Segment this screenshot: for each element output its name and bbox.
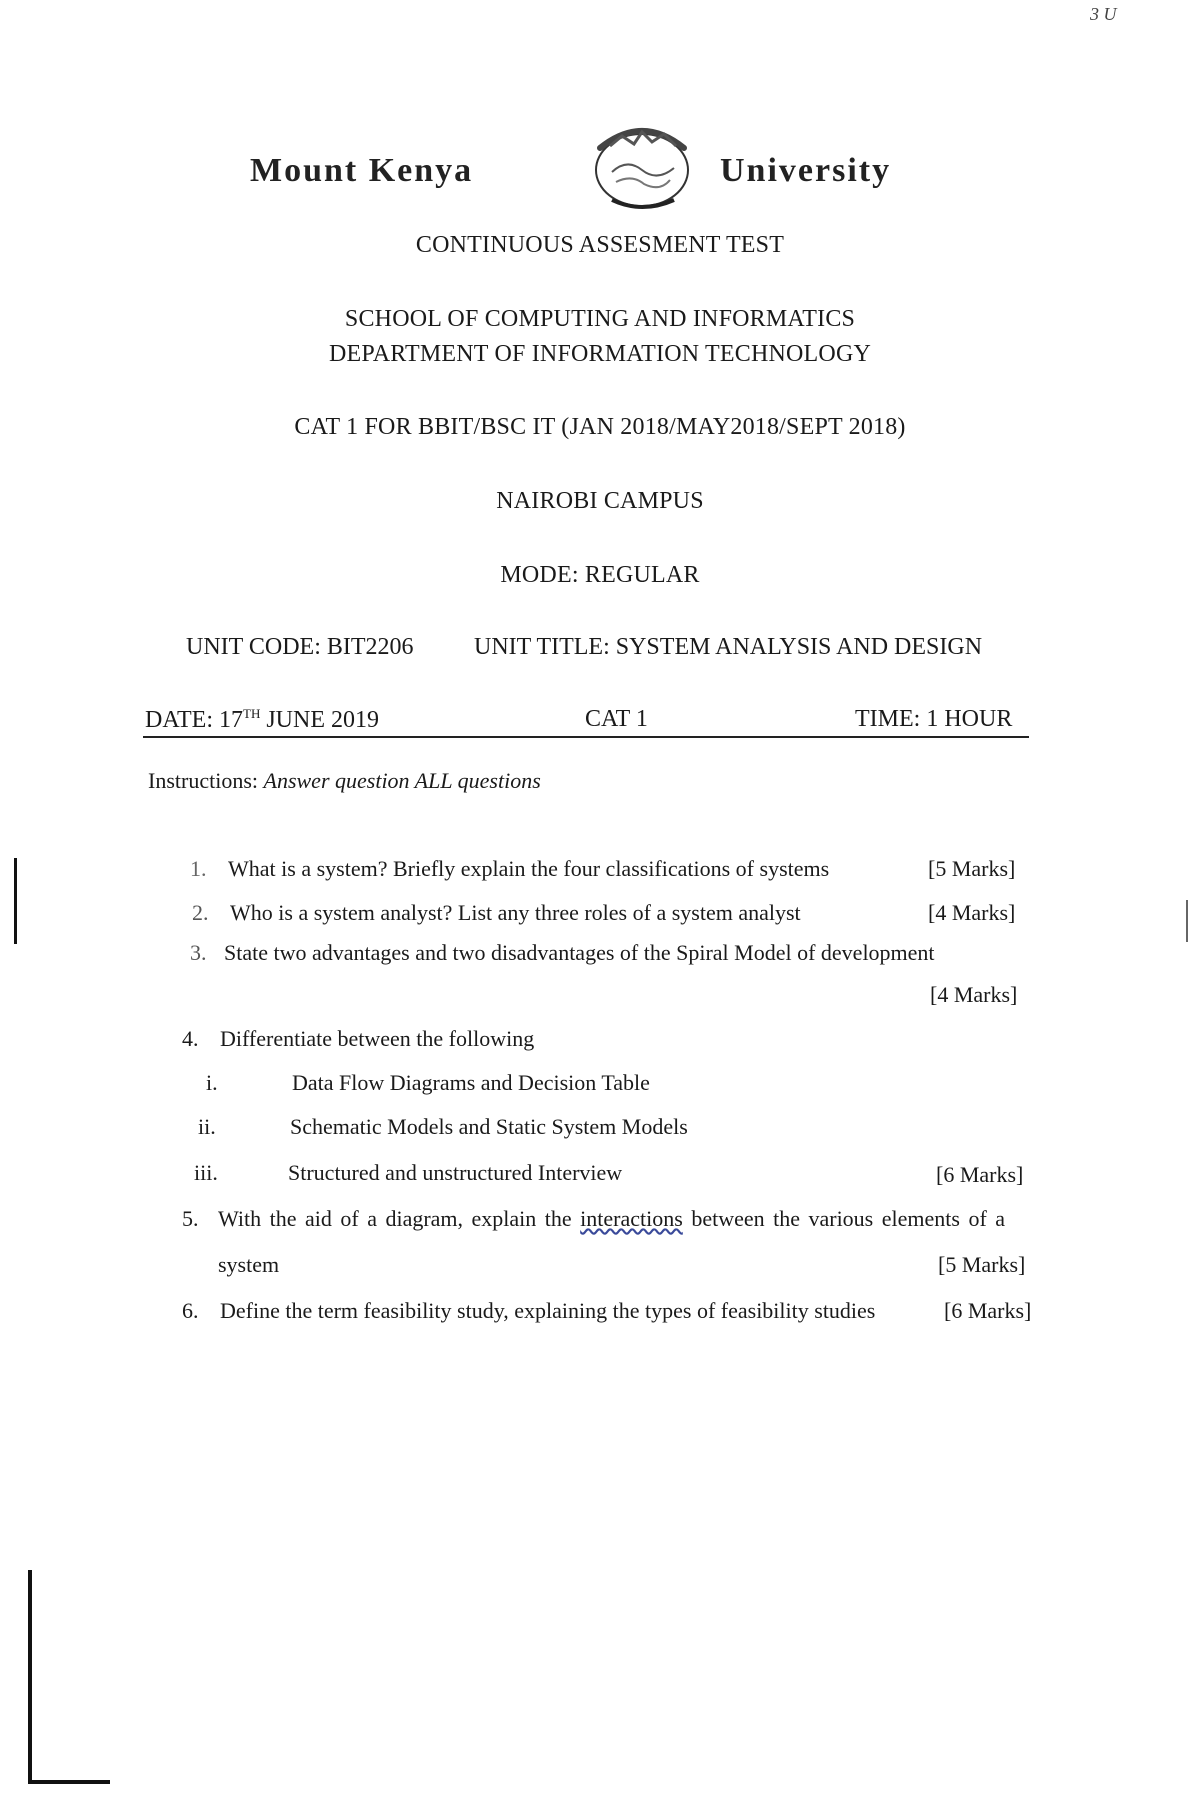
question-4-text: Differentiate between the following — [220, 1026, 535, 1051]
question-4-number: 4. — [182, 1026, 199, 1051]
logo-word-left: Mount Kenya — [250, 152, 474, 189]
date-row — [143, 704, 1029, 738]
question-6-marks: [6 Marks] — [944, 1298, 1032, 1323]
question-4-subitem-1-text: Data Flow Diagrams and Decision Table — [292, 1070, 650, 1095]
exam-time: TIME: 1 HOUR — [855, 706, 1013, 732]
date-suffix: JUNE 2019 — [260, 707, 380, 733]
scan-edge-corner-vertical — [28, 1570, 32, 1782]
question-4-subitem-1-number: i. — [206, 1070, 218, 1095]
question-1-marks: [5 Marks] — [928, 856, 1016, 881]
question-6-number: 6. — [182, 1298, 199, 1323]
scan-edge-mark-right — [1186, 900, 1188, 942]
university-seal-icon — [582, 118, 702, 214]
question-5-text — [218, 1206, 1005, 1232]
question-3-text: State two advantages and two disadvantages of the Spiral Model of development — [224, 940, 935, 965]
question-6-text: Define the term feasibility study, explaining the types of feasibility studies — [220, 1298, 876, 1323]
question-2-marks: [4 Marks] — [928, 900, 1016, 925]
exam-mode: MODE: REGULAR — [500, 562, 700, 588]
cat-line: CAT 1 FOR BBIT/BSC IT (JAN 2018/MAY2018/SEPT 2018) — [294, 414, 906, 440]
question-4-marks: [6 Marks] — [936, 1162, 1024, 1187]
date-prefix: DATE: 17 — [145, 707, 243, 733]
instructions-text: Answer question ALL questions — [263, 768, 541, 793]
question-4-subitem-3-text: Structured and unstructured Interview — [288, 1160, 623, 1185]
question-5-marks: [5 Marks] — [938, 1252, 1026, 1277]
cat-label: CAT 1 — [585, 706, 648, 732]
department-name: DEPARTMENT OF INFORMATION TECHNOLOGY — [328, 341, 872, 367]
question-5-text-before: With the aid of a diagram, explain the — [218, 1206, 581, 1231]
corner-note: 3 U — [1090, 4, 1117, 24]
scan-edge-corner-horizontal — [28, 1780, 110, 1784]
question-3-number: 3. — [190, 940, 207, 965]
unit-title: UNIT TITLE: SYSTEM ANALYSIS AND DESIGN — [474, 634, 983, 660]
scan-edge-mark-left — [14, 858, 17, 944]
campus-name: NAIROBI CAMPUS — [496, 488, 704, 514]
instructions — [148, 768, 541, 794]
date-ordinal-suffix: TH — [243, 706, 261, 721]
question-5-number: 5. — [182, 1206, 199, 1231]
question-3-marks: [4 Marks] — [930, 982, 1018, 1007]
test-title: CONTINUOUS ASSESMENT TEST — [415, 232, 785, 258]
school-name: SCHOOL OF COMPUTING AND INFORMATICS — [344, 306, 856, 332]
instructions-label: Instructions: — [148, 768, 264, 793]
question-4-subitem-2-number: ii. — [198, 1114, 216, 1139]
question-5-text-line2: system — [218, 1252, 280, 1277]
logo-word-right: University — [720, 152, 892, 189]
question-5-underlined-word: interactions — [580, 1206, 683, 1231]
question-2-text: Who is a system analyst? List any three roles of a system analyst — [230, 900, 801, 925]
question-4-subitem-2-text: Schematic Models and Static System Models — [290, 1114, 688, 1139]
question-4-subitem-3-number: iii. — [194, 1160, 218, 1185]
question-2-number: 2. — [192, 900, 209, 925]
question-1-text: What is a system? Briefly explain the four classifications of systems — [228, 856, 830, 881]
question-1-number: 1. — [190, 856, 207, 881]
question-5-text-after: between the various elements of a — [682, 1206, 1006, 1231]
exam-date — [145, 706, 379, 734]
unit-code: UNIT CODE: BIT2206 — [186, 634, 414, 660]
